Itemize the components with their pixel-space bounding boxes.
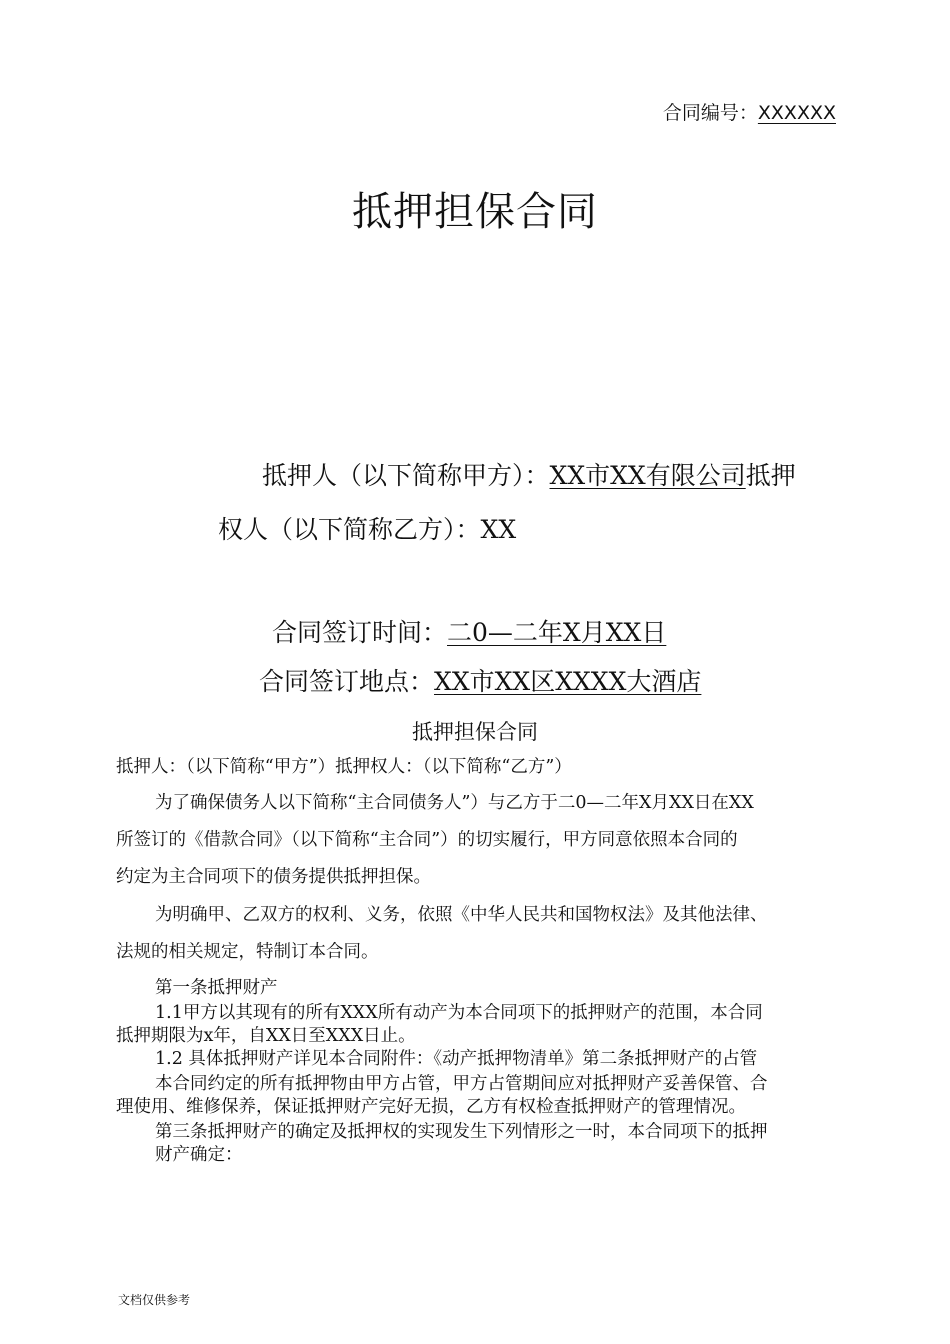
cover-title: 抵押担保合同 xyxy=(352,189,598,235)
mortgagor-label: 抵押人（以下简称甲方）： xyxy=(262,461,550,490)
sign-time-value: 二0—二年X月XX日 xyxy=(447,618,667,647)
paragraph-line: 所签订的《借款合同》（以下简称“主合同”）的切实履行，甲方同意依照本合同的 xyxy=(116,830,738,850)
mortgagor-value: XX市XX有限公司 xyxy=(549,461,746,490)
sign-place-label: 合同签订地点： xyxy=(259,667,435,696)
mortgagee-label: 权人（以下简称乙方）： xyxy=(218,515,481,544)
paragraph-line: 法规的相关规定，特制订本合同。 xyxy=(116,942,379,962)
article-3-line: 财产确定： xyxy=(155,1145,243,1165)
contract-number-label: 合同编号： xyxy=(662,102,758,124)
sign-place xyxy=(259,662,701,698)
mortgagee-line xyxy=(218,510,516,546)
article-1-title: 第一条抵押财产 xyxy=(155,978,278,998)
article-3-line: 第三条抵押财产的确定及抵押权的实现发生下列情形之一时，本合同项下的抵押 xyxy=(155,1122,768,1142)
sign-time-label: 合同签订时间： xyxy=(272,618,448,647)
clause-line: 1.1甲方以其现有的所有XXX所有动产为本合同项下的抵押财产的范围，本合同 xyxy=(155,1003,763,1023)
parties-line: 抵押人：（以下简称“甲方”）抵押权人：（以下简称“乙方”） xyxy=(116,757,572,777)
clause-line: 1.2 具体抵押财产详见本合同附件：《动产抵押物清单》第二条抵押财产的占管 xyxy=(155,1049,758,1069)
paragraph-line: 为了确保债务人以下简称“主合同债务人”）与乙方于二0—二年X月XX日在XX xyxy=(155,793,754,813)
clause-line: 抵押期限为x年，自XX日至XXX日止。 xyxy=(116,1026,416,1046)
paragraph-line: 约定为主合同项下的债务提供抵押担保。 xyxy=(116,867,431,887)
footer-note: 文档仅供参考 xyxy=(118,1293,191,1307)
clause-line: 理使用、维修保养，保证抵押财产完好无损，乙方有权检查抵押财产的管理情况。 xyxy=(116,1097,746,1117)
clause-line: 本合同约定的所有抵押物由甲方占管，甲方占管期间应对抵押财产妥善保管、合 xyxy=(155,1074,768,1094)
mortgagor-line xyxy=(262,456,796,492)
body-title: 抵押担保合同 xyxy=(412,720,538,744)
mortgagee-value: XX xyxy=(480,515,517,544)
sign-place-value: XX市XX区XXXX大酒店 xyxy=(434,667,702,696)
contract-number xyxy=(663,98,836,125)
sign-time xyxy=(272,613,666,649)
paragraph-line: 为明确甲、乙双方的权利、义务，依照《中华人民共和国物权法》及其他法律、 xyxy=(155,905,768,925)
mortgagee-label-start: 抵押 xyxy=(745,461,796,490)
contract-number-value: XXXXXX xyxy=(757,102,836,124)
